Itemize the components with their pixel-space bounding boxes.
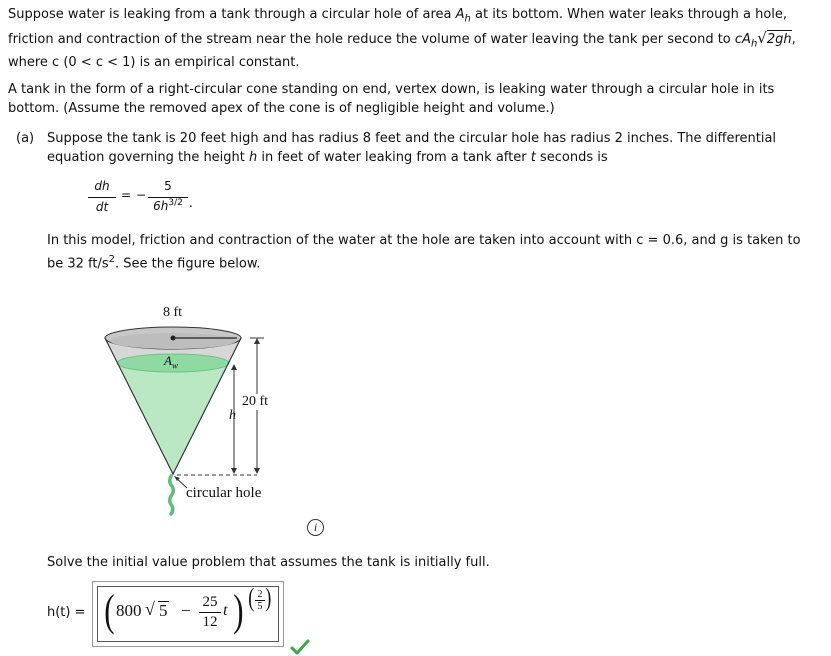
answer-radicand: 5	[159, 601, 168, 620]
answer-coefficient: 800	[116, 601, 142, 620]
height-label: 20 ft	[242, 394, 269, 409]
eq-lhs-fraction-bar	[88, 197, 116, 198]
correct-check-icon	[290, 639, 310, 655]
answer-left-paren: (	[104, 586, 115, 635]
answer-label: h(t) =	[47, 605, 86, 620]
hole-label: circular hole	[186, 485, 262, 501]
eq-equals: =	[121, 188, 132, 202]
eq-rhs-numerator: 5	[164, 179, 172, 193]
water-height-label: h	[229, 408, 236, 423]
model-description: In this model, friction and contraction of the water at the hole are taken into account with c = 0.6, and g is taken to be 32 $ft/s^2$. See the figure below.	[47, 233, 801, 272]
part-a-label: (a)	[16, 131, 35, 146]
tank-top-inner	[110, 333, 236, 349]
eq-lhs-numerator: dh	[94, 179, 110, 193]
answer-minus: −	[181, 601, 191, 620]
eq-minus: −	[136, 188, 147, 202]
tank-description: A tank in the form of a right-circular cone standing on end, vertex down, is leaking water through a circular hole in its bottom. (Assume the removed apex of the cone is of negligible height and volume.)	[8, 82, 775, 116]
answer-frac-num: 25	[202, 594, 218, 610]
intro-paragraph	[8, 5, 828, 72]
area-label: $A_w$	[164, 353, 178, 371]
eq-lhs-denominator: dt	[95, 200, 109, 214]
answer-math-field[interactable]	[97, 583, 279, 642]
eq-rhs-denominator: $6h^{3/2}$	[153, 198, 183, 213]
answer-right-paren: )	[233, 586, 244, 635]
answer-exp-den: 5	[257, 601, 263, 612]
drip-stream	[170, 476, 174, 514]
answer-input[interactable]	[92, 581, 284, 647]
eq-period: .	[189, 196, 193, 210]
info-icon[interactable]: i	[307, 519, 324, 536]
answer-exp-num: 2	[257, 589, 263, 600]
sqrt-sign: √	[145, 599, 155, 619]
center-dot	[171, 336, 176, 341]
answer-frac-den: 12	[202, 614, 218, 630]
question-text: Solve the initial value problem that assumes the tank is initially full.	[47, 555, 490, 570]
intro-line-1: Suppose water is leaking from a tank through a circular hole of area $A_h$ at its bottom. When water leaks through a hole,	[8, 7, 788, 25]
part-a-text: Suppose the tank is 20 feet high and has radius 8 feet and the circular hole has radius 2 inches. The differential equation governing the height h in feet of water leaking from a tank after t seconds is	[47, 131, 777, 165]
water-region	[117, 363, 229, 474]
intro-line-3: where c (0 < c < 1) is an empirical constant.	[8, 55, 300, 71]
radius-label: 8 ft	[163, 305, 183, 320]
exp-right-paren: )	[265, 583, 272, 612]
exp-left-paren: (	[248, 583, 255, 612]
answer-frac-bar	[199, 612, 221, 613]
intro-line-2: friction and contraction of the stream near the hole reduce the volume of water leaving the tank per second to $cA_h√2gh$,	[8, 28, 796, 50]
answer-var-t: t	[223, 602, 228, 619]
